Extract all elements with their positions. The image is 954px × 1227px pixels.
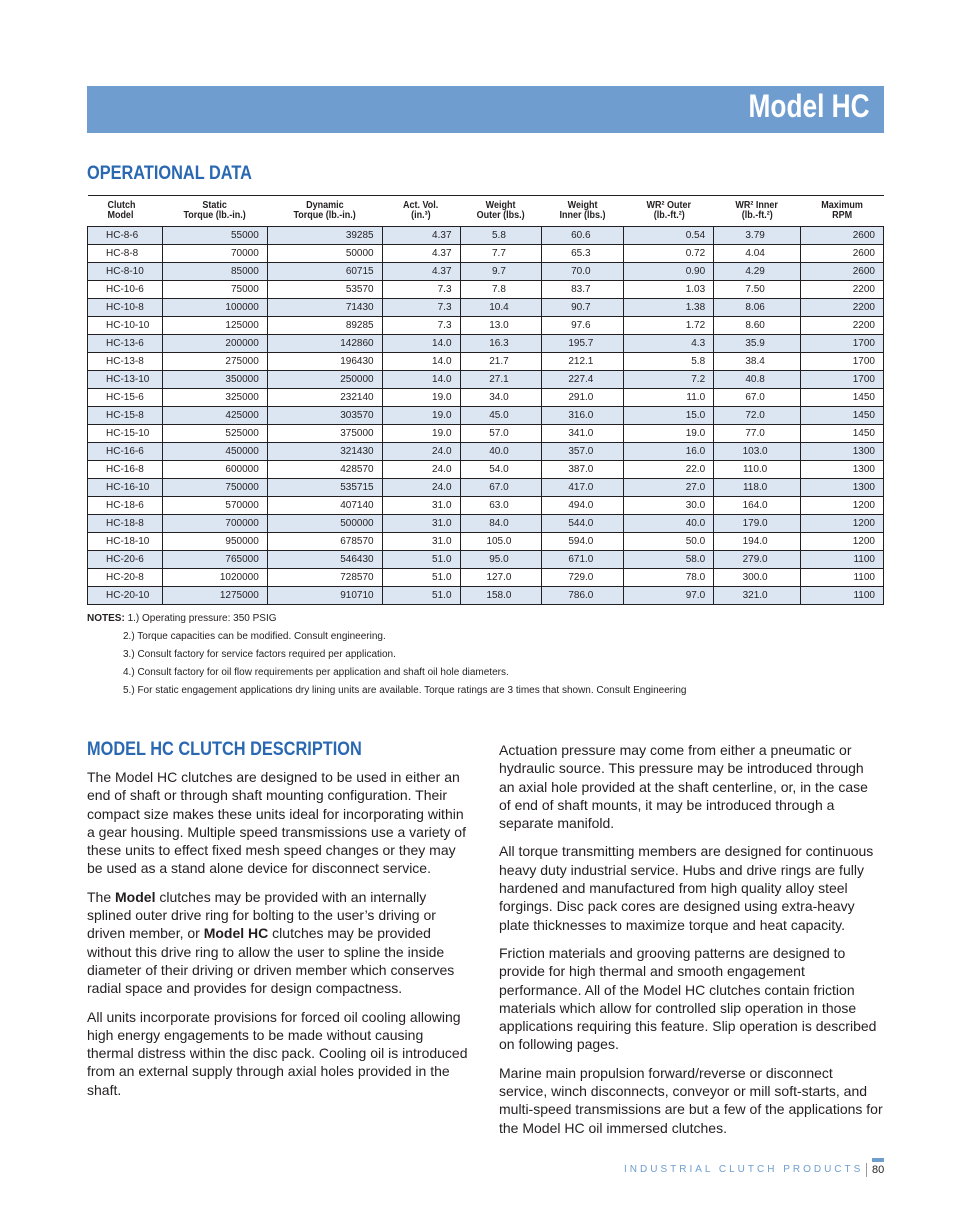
- value-cell: 1300: [801, 479, 884, 497]
- value-cell: 321.0: [714, 587, 801, 605]
- value-cell: 1700: [801, 353, 884, 371]
- value-cell: 1.72: [624, 317, 714, 335]
- model-cell: HC-20-8: [88, 569, 163, 587]
- value-cell: 39285: [267, 227, 382, 245]
- model-cell: HC-15-6: [88, 389, 163, 407]
- title-banner: [87, 86, 884, 133]
- value-cell: 100000: [162, 299, 267, 317]
- value-cell: 0.72: [624, 245, 714, 263]
- value-cell: 14.0: [382, 371, 460, 389]
- value-cell: 7.2: [624, 371, 714, 389]
- value-cell: 950000: [162, 533, 267, 551]
- value-cell: 67.0: [460, 479, 542, 497]
- value-cell: 51.0: [382, 569, 460, 587]
- value-cell: 678570: [267, 533, 382, 551]
- table-row: [88, 245, 884, 263]
- footer-divider: [866, 1163, 867, 1177]
- value-cell: 90.7: [542, 299, 624, 317]
- value-cell: 375000: [267, 425, 382, 443]
- value-cell: 24.0: [382, 479, 460, 497]
- value-cell: 275000: [162, 353, 267, 371]
- value-cell: 671.0: [542, 551, 624, 569]
- value-cell: 765000: [162, 551, 267, 569]
- table-row: [88, 443, 884, 461]
- value-cell: 7.3: [382, 317, 460, 335]
- value-cell: 19.0: [382, 425, 460, 443]
- operational-data-table: [87, 195, 884, 605]
- value-cell: 2600: [801, 227, 884, 245]
- value-cell: 729.0: [542, 569, 624, 587]
- value-cell: 1300: [801, 461, 884, 479]
- value-cell: 51.0: [382, 551, 460, 569]
- value-cell: 58.0: [624, 551, 714, 569]
- column-header: Static Torque (lb.-in.): [162, 196, 267, 227]
- model-cell: HC-18-6: [88, 497, 163, 515]
- value-cell: 10.4: [460, 299, 542, 317]
- table-header-row: [88, 196, 884, 227]
- model-cell: HC-10-10: [88, 317, 163, 335]
- value-cell: 196430: [267, 353, 382, 371]
- value-cell: 40.0: [460, 443, 542, 461]
- table-row: [88, 515, 884, 533]
- value-cell: 5.8: [624, 353, 714, 371]
- note-item: 4.) Consult factory for oil flow requirements per application and shaft oil hole diameters.: [123, 667, 509, 678]
- value-cell: 417.0: [542, 479, 624, 497]
- model-cell: HC-15-10: [88, 425, 163, 443]
- model-cell: HC-20-10: [88, 587, 163, 605]
- value-cell: 300.0: [714, 569, 801, 587]
- value-cell: 55000: [162, 227, 267, 245]
- value-cell: 291.0: [542, 389, 624, 407]
- value-cell: 78.0: [624, 569, 714, 587]
- value-cell: 19.0: [624, 425, 714, 443]
- value-cell: 31.0: [382, 533, 460, 551]
- model-cell: HC-16-10: [88, 479, 163, 497]
- value-cell: 11.0: [624, 389, 714, 407]
- value-cell: 97.6: [542, 317, 624, 335]
- model-cell: HC-16-6: [88, 443, 163, 461]
- table-row: [88, 371, 884, 389]
- table-row: [88, 317, 884, 335]
- value-cell: 38.4: [714, 353, 801, 371]
- column-header: Dynamic Torque (lb.-in.): [267, 196, 382, 227]
- paragraph: All units incorporate provisions for forced oil cooling allowing high energy engagements to be made without causing thermal distress within the disc pack. Cooling oil is introduced from an external supply through axial holes provided in the shaft.: [87, 1008, 468, 1098]
- value-cell: 428570: [267, 461, 382, 479]
- value-cell: 1.03: [624, 281, 714, 299]
- value-cell: 57.0: [460, 425, 542, 443]
- paragraph: The Model clutches may be provided with an internally splined outer drive ring for bolting to the user’s driving or driven member, or Model HC clutches may be provided without this drive ring to allow the user to spline the inside diameter of their driving or driven member which conserves radial space and provides for design compactness.: [87, 888, 455, 997]
- value-cell: 97.0: [624, 587, 714, 605]
- value-cell: 4.37: [382, 245, 460, 263]
- table-row: [88, 299, 884, 317]
- model-cell: HC-8-6: [88, 227, 163, 245]
- table-body: [88, 227, 884, 605]
- value-cell: 67.0: [714, 389, 801, 407]
- value-cell: 910710: [267, 587, 382, 605]
- value-cell: 227.4: [542, 371, 624, 389]
- value-cell: 14.0: [382, 353, 460, 371]
- value-cell: 14.0: [382, 335, 460, 353]
- value-cell: 34.0: [460, 389, 542, 407]
- value-cell: 2200: [801, 281, 884, 299]
- value-cell: 341.0: [542, 425, 624, 443]
- paragraph: Actuation pressure may come from either a pneumatic or hydraulic source. This pressure may be introduced through an axial hole provided at the shaft centerline, or, in the case of end of shaft mounts, it may be introduced through a separate manifold.: [499, 742, 868, 832]
- operational-data-heading: OPERATIONAL DATA: [87, 163, 252, 184]
- value-cell: 27.0: [624, 479, 714, 497]
- value-cell: 15.0: [624, 407, 714, 425]
- table-row: [88, 425, 884, 443]
- model-cell: HC-13-6: [88, 335, 163, 353]
- value-cell: 110.0: [714, 461, 801, 479]
- model-cell: HC-15-8: [88, 407, 163, 425]
- paragraph: Marine main propulsion forward/reverse or disconnect service, winch disconnects, conveyor or mill soft-starts, and multi-speed transmissions are but a few of the applications for the Model HC oil immersed clutches.: [499, 1064, 883, 1136]
- value-cell: 27.1: [460, 371, 542, 389]
- column-header: Weight Outer (lbs.): [460, 196, 542, 227]
- value-cell: 525000: [162, 425, 267, 443]
- value-cell: 89285: [267, 317, 382, 335]
- value-cell: 19.0: [382, 389, 460, 407]
- table-row: [88, 533, 884, 551]
- table-row: [88, 227, 884, 245]
- value-cell: 70000: [162, 245, 267, 263]
- value-cell: 600000: [162, 461, 267, 479]
- table-row: [88, 461, 884, 479]
- value-cell: 407140: [267, 497, 382, 515]
- value-cell: 4.04: [714, 245, 801, 263]
- table-row: [88, 353, 884, 371]
- value-cell: 21.7: [460, 353, 542, 371]
- value-cell: 7.3: [382, 281, 460, 299]
- value-cell: 5.8: [460, 227, 542, 245]
- value-cell: 1200: [801, 497, 884, 515]
- footer-brand: INDUSTRIAL CLUTCH PRODUCTS: [624, 1164, 864, 1175]
- value-cell: 1450: [801, 407, 884, 425]
- value-cell: 65.3: [542, 245, 624, 263]
- description-heading: MODEL HC CLUTCH DESCRIPTION: [87, 739, 362, 760]
- value-cell: 1275000: [162, 587, 267, 605]
- column-header: Act. Vol. (in.³): [382, 196, 460, 227]
- value-cell: 50000: [267, 245, 382, 263]
- table-row: [88, 263, 884, 281]
- value-cell: 2200: [801, 317, 884, 335]
- value-cell: 570000: [162, 497, 267, 515]
- note-text: 1.) Operating pressure: 350 PSIG: [127, 613, 277, 624]
- value-cell: 60.6: [542, 227, 624, 245]
- value-cell: 85000: [162, 263, 267, 281]
- value-cell: 84.0: [460, 515, 542, 533]
- value-cell: 118.0: [714, 479, 801, 497]
- table-row: [88, 479, 884, 497]
- value-cell: 31.0: [382, 497, 460, 515]
- value-cell: 4.29: [714, 263, 801, 281]
- value-cell: 22.0: [624, 461, 714, 479]
- value-cell: 1.38: [624, 299, 714, 317]
- value-cell: 60715: [267, 263, 382, 281]
- note-item: 3.) Consult factory for service factors required per application.: [123, 649, 396, 660]
- value-cell: 40.8: [714, 371, 801, 389]
- table-row: [88, 335, 884, 353]
- value-cell: 72.0: [714, 407, 801, 425]
- value-cell: 786.0: [542, 587, 624, 605]
- table-row: [88, 389, 884, 407]
- value-cell: 212.1: [542, 353, 624, 371]
- value-cell: 194.0: [714, 533, 801, 551]
- value-cell: 75000: [162, 281, 267, 299]
- value-cell: 7.3: [382, 299, 460, 317]
- value-cell: 357.0: [542, 443, 624, 461]
- value-cell: 0.54: [624, 227, 714, 245]
- value-cell: 71430: [267, 299, 382, 317]
- column-header: WR² Inner (lb.-ft.²): [714, 196, 801, 227]
- value-cell: 2600: [801, 263, 884, 281]
- value-cell: 45.0: [460, 407, 542, 425]
- value-cell: 83.7: [542, 281, 624, 299]
- value-cell: 494.0: [542, 497, 624, 515]
- value-cell: 500000: [267, 515, 382, 533]
- value-cell: 19.0: [382, 407, 460, 425]
- value-cell: 200000: [162, 335, 267, 353]
- value-cell: 142860: [267, 335, 382, 353]
- table-row: [88, 587, 884, 605]
- value-cell: 303570: [267, 407, 382, 425]
- model-cell: HC-10-8: [88, 299, 163, 317]
- value-cell: 95.0: [460, 551, 542, 569]
- value-cell: 158.0: [460, 587, 542, 605]
- value-cell: 1100: [801, 587, 884, 605]
- model-cell: HC-18-8: [88, 515, 163, 533]
- model-cell: HC-13-8: [88, 353, 163, 371]
- model-cell: HC-10-6: [88, 281, 163, 299]
- value-cell: 1300: [801, 443, 884, 461]
- value-cell: 425000: [162, 407, 267, 425]
- table-row: [88, 281, 884, 299]
- page-number: 80: [872, 1164, 885, 1176]
- value-cell: 279.0: [714, 551, 801, 569]
- value-cell: 35.9: [714, 335, 801, 353]
- model-cell: HC-16-8: [88, 461, 163, 479]
- page-title: Model HC: [749, 88, 870, 124]
- value-cell: 1020000: [162, 569, 267, 587]
- value-cell: 2200: [801, 299, 884, 317]
- note-item: 5.) For static engagement applications dry lining units are available. Torque ratings are 3 times that shown. Consult Engineering: [123, 685, 687, 696]
- value-cell: 250000: [267, 371, 382, 389]
- description-right-column: [499, 741, 883, 1147]
- value-cell: 63.0: [460, 497, 542, 515]
- value-cell: 325000: [162, 389, 267, 407]
- paragraph: All torque transmitting members are designed for continuous heavy duty industrial service. Hubs and drive rings are fully hardened and manufactured from high quality alloy steel forgings. Disc pack cores are designed using extra-heavy plate thicknesses to maximize torque and heat capacity.: [499, 843, 874, 933]
- value-cell: 7.50: [714, 281, 801, 299]
- value-cell: 103.0: [714, 443, 801, 461]
- value-cell: 24.0: [382, 461, 460, 479]
- column-header: WR² Outer (lb.-ft.²): [624, 196, 714, 227]
- value-cell: 31.0: [382, 515, 460, 533]
- notes-label: NOTES:: [87, 613, 125, 624]
- value-cell: 2600: [801, 245, 884, 263]
- paragraph: Friction materials and grooving patterns are designed to provide for high thermal and smooth engagement performance. All of the Model HC clutches contain friction materials which allow for controlled slip operation in those applications requiring this feature. Slip operation is described on following pages.: [499, 944, 877, 1053]
- value-cell: 53570: [267, 281, 382, 299]
- value-cell: 728570: [267, 569, 382, 587]
- table-row: [88, 569, 884, 587]
- value-cell: 387.0: [542, 461, 624, 479]
- value-cell: 179.0: [714, 515, 801, 533]
- value-cell: 1450: [801, 425, 884, 443]
- note-item: [87, 610, 686, 628]
- model-cell: HC-20-6: [88, 551, 163, 569]
- value-cell: 9.7: [460, 263, 542, 281]
- value-cell: 195.7: [542, 335, 624, 353]
- value-cell: 1100: [801, 569, 884, 587]
- footer-accent-bar: [872, 1158, 884, 1162]
- value-cell: 4.37: [382, 263, 460, 281]
- table-row: [88, 407, 884, 425]
- value-cell: 77.0: [714, 425, 801, 443]
- value-cell: 51.0: [382, 587, 460, 605]
- value-cell: 24.0: [382, 443, 460, 461]
- value-cell: 164.0: [714, 497, 801, 515]
- value-cell: 16.3: [460, 335, 542, 353]
- value-cell: 13.0: [460, 317, 542, 335]
- value-cell: 7.7: [460, 245, 542, 263]
- value-cell: 594.0: [542, 533, 624, 551]
- description-left-column: [87, 768, 471, 1109]
- value-cell: 4.3: [624, 335, 714, 353]
- value-cell: 1200: [801, 515, 884, 533]
- value-cell: 700000: [162, 515, 267, 533]
- value-cell: 8.06: [714, 299, 801, 317]
- value-cell: 125000: [162, 317, 267, 335]
- value-cell: 127.0: [460, 569, 542, 587]
- value-cell: 1100: [801, 551, 884, 569]
- value-cell: 321430: [267, 443, 382, 461]
- note-item: 2.) Torque capacities can be modified. Consult engineering.: [123, 631, 386, 642]
- column-header: Clutch Model: [88, 196, 163, 227]
- value-cell: 535715: [267, 479, 382, 497]
- value-cell: 4.37: [382, 227, 460, 245]
- value-cell: 1450: [801, 389, 884, 407]
- value-cell: 50.0: [624, 533, 714, 551]
- value-cell: 7.8: [460, 281, 542, 299]
- value-cell: 316.0: [542, 407, 624, 425]
- value-cell: 30.0: [624, 497, 714, 515]
- value-cell: 0.90: [624, 263, 714, 281]
- model-cell: HC-8-8: [88, 245, 163, 263]
- value-cell: 16.0: [624, 443, 714, 461]
- value-cell: 8.60: [714, 317, 801, 335]
- value-cell: 232140: [267, 389, 382, 407]
- notes: [87, 610, 686, 700]
- value-cell: 1700: [801, 335, 884, 353]
- model-cell: HC-18-10: [88, 533, 163, 551]
- column-header: Weight Inner (lbs.): [542, 196, 624, 227]
- table-row: [88, 551, 884, 569]
- value-cell: 105.0: [460, 533, 542, 551]
- value-cell: 1200: [801, 533, 884, 551]
- value-cell: 40.0: [624, 515, 714, 533]
- value-cell: 750000: [162, 479, 267, 497]
- table-row: [88, 497, 884, 515]
- value-cell: 1700: [801, 371, 884, 389]
- model-cell: HC-13-10: [88, 371, 163, 389]
- paragraph: The Model HC clutches are designed to be used in either an end of shaft or through shaft mounting configuration. Their compact size makes these units ideal for incorporating within a gear housing. Multiple speed transmissions use a variety of these units to effect fixed mesh speed changes or they may be used as a stand alone device for disconnect service.: [87, 769, 466, 877]
- value-cell: 350000: [162, 371, 267, 389]
- column-header: Maximum RPM: [801, 196, 884, 227]
- value-cell: 3.79: [714, 227, 801, 245]
- value-cell: 546430: [267, 551, 382, 569]
- value-cell: 54.0: [460, 461, 542, 479]
- value-cell: 544.0: [542, 515, 624, 533]
- model-cell: HC-8-10: [88, 263, 163, 281]
- value-cell: 70.0: [542, 263, 624, 281]
- value-cell: 450000: [162, 443, 267, 461]
